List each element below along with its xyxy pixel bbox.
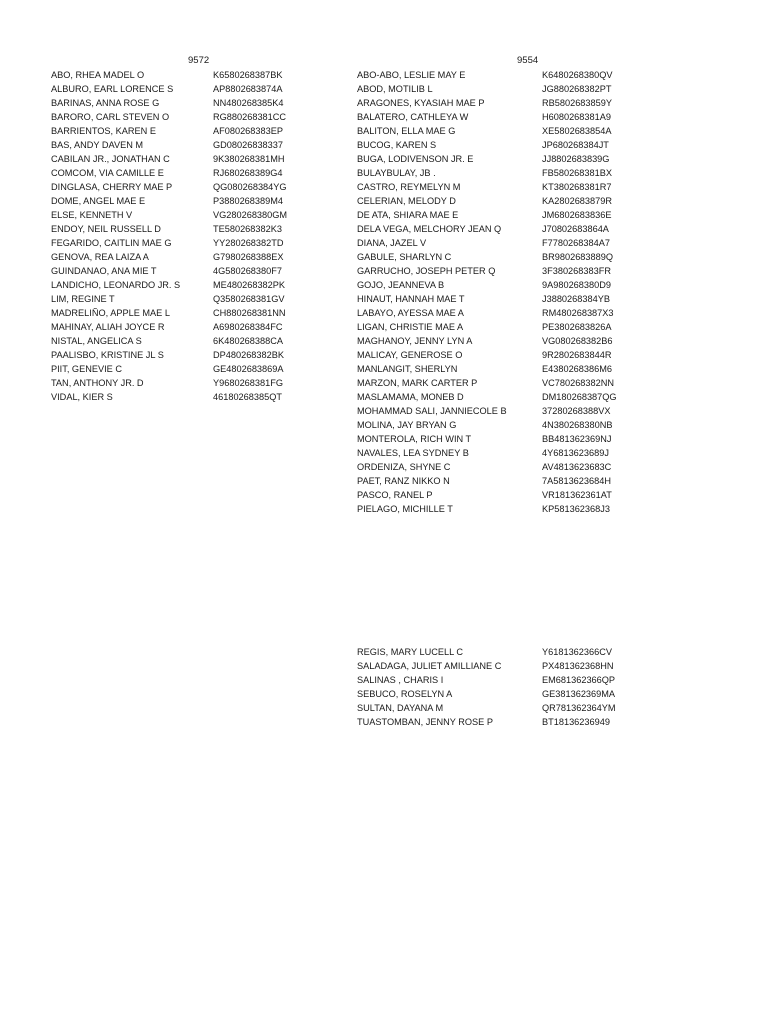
person-name: ALBURO, EARL LORENCE S (51, 84, 174, 94)
person-name: ABO-ABO, LESLIE MAY E (357, 70, 466, 80)
reference-code: DM180268387QG (542, 392, 617, 402)
person-name: DIANA, JAZEL V (357, 238, 427, 248)
person-name: BALITON, ELLA MAE G (357, 126, 456, 136)
person-name: FEGARIDO, CAITLIN MAE G (51, 238, 172, 248)
reference-code: TE580268382K3 (213, 224, 282, 234)
person-name: MAGHANOY, JENNY LYN A (357, 336, 473, 346)
reference-code: VG280268380GM (213, 210, 288, 220)
person-name: GABULE, SHARLYN C (357, 252, 452, 262)
reference-code: XE5802683854A (542, 126, 612, 136)
reference-code: G7980268388EX (213, 252, 284, 262)
reference-code: H6080268381A9 (542, 112, 611, 122)
reference-code: AP8802683874A (213, 84, 283, 94)
person-name: ARAGONES, KYASIAH MAE P (357, 98, 485, 108)
person-name: MASLAMAMA, MONEB D (357, 392, 464, 402)
reference-code: RB5802683859Y (542, 98, 612, 108)
reference-code: KA2802683879R (542, 196, 612, 206)
reference-code: 6K480268388CA (213, 336, 283, 346)
person-name: MONTEROLA, RICH WIN T (357, 434, 472, 444)
reference-code: QR781362364YM (542, 703, 616, 713)
person-name: BULAYBULAY, JB . (357, 168, 436, 178)
reference-code: BT18136236949 (542, 717, 610, 727)
person-name: GOJO, JEANNEVA B (357, 280, 445, 290)
person-name: CELERIAN, MELODY D (357, 196, 456, 206)
reference-code: VC780268382NN (542, 378, 615, 388)
reference-code: KP581362368J3 (542, 504, 610, 514)
reference-code: K6480268380QV (542, 70, 613, 80)
reference-code: 46180268385QT (213, 392, 282, 402)
person-name: NISTAL, ANGELICA S (51, 336, 142, 346)
person-name: MADRELIÑO, APPLE MAE L (51, 308, 170, 318)
reference-code: CH880268381NN (213, 308, 286, 318)
person-name: LIGAN, CHRISTIE MAE A (357, 322, 464, 332)
reference-code: JJ8802683839G (542, 154, 610, 164)
right-column-header: 9554 (517, 55, 539, 66)
person-name: DOME, ANGEL MAE E (51, 196, 146, 206)
reference-code: RJ680268389G4 (213, 168, 283, 178)
reference-code: QG080268384YG (213, 182, 287, 192)
person-name: CASTRO, REYMELYN M (357, 182, 461, 192)
reference-code: RG880268381CC (213, 112, 287, 122)
reference-code: 4N380268380NB (542, 420, 613, 430)
reference-code: GD08026838337 (213, 140, 283, 150)
person-name: MANLANGIT, SHERLYN (357, 364, 458, 374)
reference-code: JP680268384JT (542, 140, 609, 150)
person-name: DINGLASA, CHERRY MAE P (51, 182, 173, 192)
person-name: NAVALES, LEA SYDNEY B (357, 448, 469, 458)
reference-code: J70802683864A (542, 224, 609, 234)
reference-code: 4G580268380F7 (213, 266, 282, 276)
left-column-header: 9572 (188, 55, 210, 66)
person-name: SULTAN, DAYANA M (357, 703, 444, 713)
reference-code: F7780268384A7 (542, 238, 610, 248)
reference-code: JG880268382PT (542, 84, 612, 94)
person-name: ENDOY, NEIL RUSSELL D (51, 224, 161, 234)
reference-code: A6980268384FC (213, 322, 283, 332)
reference-code: 9K380268381MH (213, 154, 285, 164)
person-name: REGIS, MARY LUCELL C (357, 647, 464, 657)
person-name: MARZON, MARK CARTER P (357, 378, 478, 388)
reference-code: AF080268383EP (213, 126, 283, 136)
reference-code: 37280268388VX (542, 406, 611, 416)
person-name: BARORO, CARL STEVEN O (51, 112, 170, 122)
person-name: BUCOG, KAREN S (357, 140, 437, 150)
reference-code: FB580268381BX (542, 168, 612, 178)
person-name: DE ATA, SHIARA MAE E (357, 210, 459, 220)
reference-code: YY280268382TD (213, 238, 284, 248)
person-name: PASCO, RANEL P (357, 490, 433, 500)
reference-code: Y9680268381FG (213, 378, 283, 388)
person-name: LIM, REGINE T (51, 294, 115, 304)
person-name: CABILAN JR., JONATHAN C (51, 154, 170, 164)
person-name: MOLINA, JAY BRYAN G (357, 420, 457, 430)
reference-code: GE4802683869A (213, 364, 284, 374)
reference-code: 9R2802683844R (542, 350, 612, 360)
reference-code: K6580268387BK (213, 70, 283, 80)
person-name: MALICAY, GENEROSE O (357, 350, 463, 360)
reference-code: 4Y6813623689J (542, 448, 609, 458)
person-name: ELSE, KENNETH V (51, 210, 133, 220)
person-name: BAS, ANDY DAVEN M (51, 140, 144, 150)
reference-code: RM480268387X3 (542, 308, 614, 318)
person-name: TUASTOMBAN, JENNY ROSE P (357, 717, 493, 727)
reference-code: ME480268382PK (213, 280, 286, 290)
person-name: VIDAL, KIER S (51, 392, 113, 402)
person-name: PAET, RANZ NIKKO N (357, 476, 450, 486)
reference-code: 7A5813623684H (542, 476, 611, 486)
person-name: SALINAS , CHARIS I (357, 675, 444, 685)
person-name: MAHINAY, ALIAH JOYCE R (51, 322, 165, 332)
person-name: ABOD, MOTILIB L (357, 84, 433, 94)
reference-code: Y6181362366CV (542, 647, 612, 657)
person-name: MOHAMMAD SALI, JANNIECOLE B (357, 406, 507, 416)
reference-code: PX481362368HN (542, 661, 614, 671)
reference-code: BB481362369NJ (542, 434, 612, 444)
person-name: PIIT, GENEVIE C (51, 364, 122, 374)
person-name: PAALISBO, KRISTINE JL S (51, 350, 164, 360)
person-name: HINAUT, HANNAH MAE T (357, 294, 465, 304)
person-name: BARINAS, ANNA ROSE G (51, 98, 160, 108)
reference-code: JM6802683836E (542, 210, 612, 220)
person-name: BALATERO, CATHLEYA W (357, 112, 469, 122)
reference-code: AV4813623683C (542, 462, 612, 472)
reference-code: KT380268381R7 (542, 182, 612, 192)
reference-code: EM681362366QP (542, 675, 616, 685)
reference-code: 9A980268380D9 (542, 280, 611, 290)
reference-code: VR181362361AT (542, 490, 612, 500)
person-name: SALADAGA, JULIET AMILLIANE C (357, 661, 502, 671)
person-name: BARRIENTOS, KAREN E (51, 126, 157, 136)
person-name: SEBUCO, ROSELYN A (357, 689, 453, 699)
person-name: LABAYO, AYESSA MAE A (357, 308, 464, 318)
person-name: GENOVA, REA LAIZA A (51, 252, 149, 262)
person-name: COMCOM, VIA CAMILLE E (51, 168, 164, 178)
reference-code: J3880268384YB (542, 294, 610, 304)
reference-code: P3880268389M4 (213, 196, 283, 206)
person-name: DELA VEGA, MELCHORY JEAN Q (357, 224, 502, 234)
reference-code: E4380268386M6 (542, 364, 612, 374)
person-name: TAN, ANTHONY JR. D (51, 378, 144, 388)
reference-code: VG080268382B6 (542, 336, 613, 346)
person-name: LANDICHO, LEONARDO JR. S (51, 280, 181, 290)
reference-code: BR9802683889Q (542, 252, 614, 262)
person-name: ABO, RHEA MADEL O (51, 70, 145, 80)
reference-code: DP480268382BK (213, 350, 285, 360)
person-name: GARRUCHO, JOSEPH PETER Q (357, 266, 496, 276)
reference-code: GE381362369MA (542, 689, 616, 699)
person-name: PIELAGO, MICHILLE T (357, 504, 453, 514)
reference-code: NN480268385K4 (213, 98, 284, 108)
person-name: BUGA, LODIVENSON JR. E (357, 154, 474, 164)
reference-code: 3F380268383FR (542, 266, 611, 276)
reference-code: Q3580268381GV (213, 294, 285, 304)
person-name: GUINDANAO, ANA MIE T (51, 266, 157, 276)
reference-code: PE3802683826A (542, 322, 612, 332)
person-name: ORDENIZA, SHYNE C (357, 462, 451, 472)
